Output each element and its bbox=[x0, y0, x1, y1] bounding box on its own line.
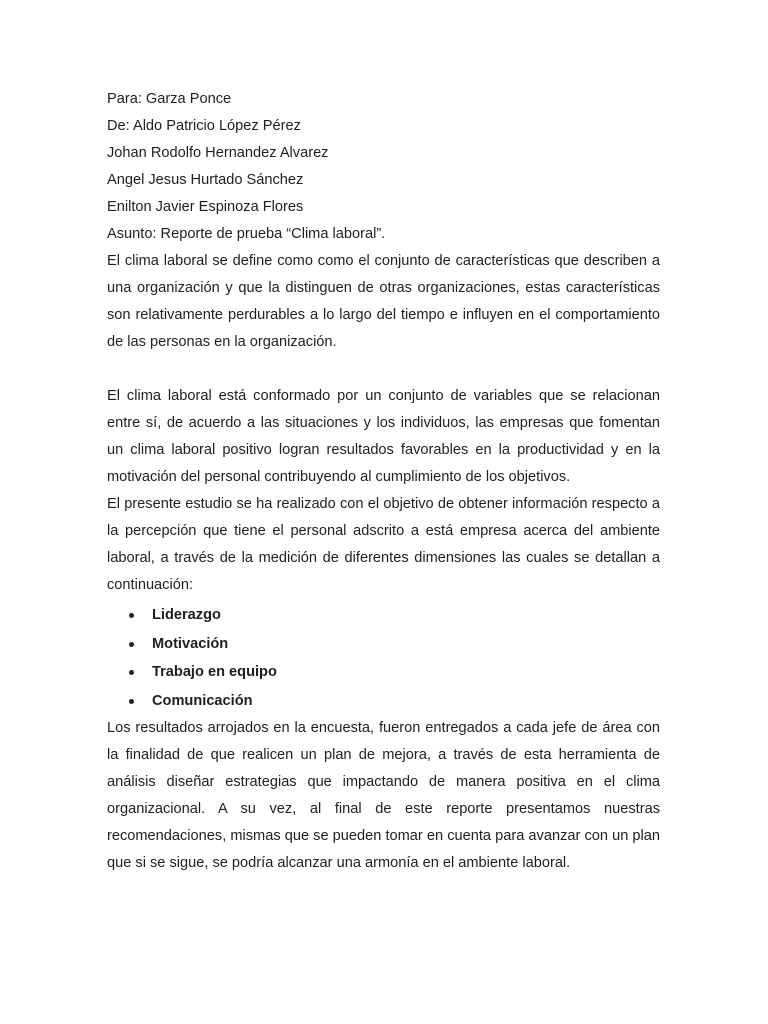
dimension-label: Liderazgo bbox=[152, 607, 221, 623]
list-item bbox=[107, 687, 660, 716]
memo-to: Para: Garza Ponce bbox=[107, 91, 232, 107]
memo-author: Johan Rodolfo Hernandez Alvarez bbox=[107, 145, 329, 161]
bullet-icon bbox=[129, 613, 134, 618]
paragraph-variables: El clima laboral está conformado por un conjunto de variables que se relacionan entre sí, de acuerdo a las situaciones y los individuos, las empresas que fomentan un clima laboral positivo logran resultados favorables en la productividad y en la motivación del personal contribuyendo al cumplimiento de los objetivos. bbox=[107, 388, 660, 485]
paragraph-study: El presente estudio se ha realizado con el objetivo de obtener información respecto a la percepción que tiene el personal adscrito a está empresa acerca del ambiente laboral, a través de la medición de diferentes dimensiones las cuales se detallan a continuación: bbox=[107, 496, 660, 593]
list-item bbox=[107, 601, 660, 630]
document-page bbox=[107, 86, 660, 877]
list-item bbox=[107, 630, 660, 659]
paragraph-definition: El clima laboral se define como como el conjunto de características que describen a una organización y que la distinguen de otras organizaciones, estas características son relativamente perdurables a lo largo del tiempo e influyen en el comportamiento de las personas en la organización. bbox=[107, 253, 660, 350]
memo-author: Enilton Javier Espinoza Flores bbox=[107, 199, 304, 215]
dimension-label: Comunicación bbox=[152, 692, 253, 709]
dimension-label: Trabajo en equipo bbox=[152, 664, 277, 680]
bullet-icon bbox=[129, 642, 134, 647]
list-item bbox=[107, 658, 660, 687]
bullet-icon bbox=[129, 670, 134, 675]
bullet-icon bbox=[129, 699, 134, 704]
paragraph-spacer bbox=[107, 356, 660, 383]
memo-from: De: Aldo Patricio López Pérez bbox=[107, 118, 301, 134]
paragraph-results: Los resultados arrojados en la encuesta, fueron entregados a cada jefe de área con la finalidad de que realicen un plan de mejora, a través de esta herramienta de análisis diseñar estrategias que impactando de manera positiva en el clima organizacional. A su vez, al final de este reporte presentamos nuestras recomendaciones, mismas que se pueden tomar en cuenta para avanzar con un plan que si se sigue, se podría alcanzar una armonía en el ambiente laboral. bbox=[107, 720, 660, 871]
memo-subject: Asunto: Reporte de prueba “Clima laboral”. bbox=[107, 226, 386, 242]
dimension-label: Motivación bbox=[152, 635, 229, 652]
memo-author: Angel Jesus Hurtado Sánchez bbox=[107, 172, 304, 188]
dimensions-list bbox=[107, 601, 660, 715]
